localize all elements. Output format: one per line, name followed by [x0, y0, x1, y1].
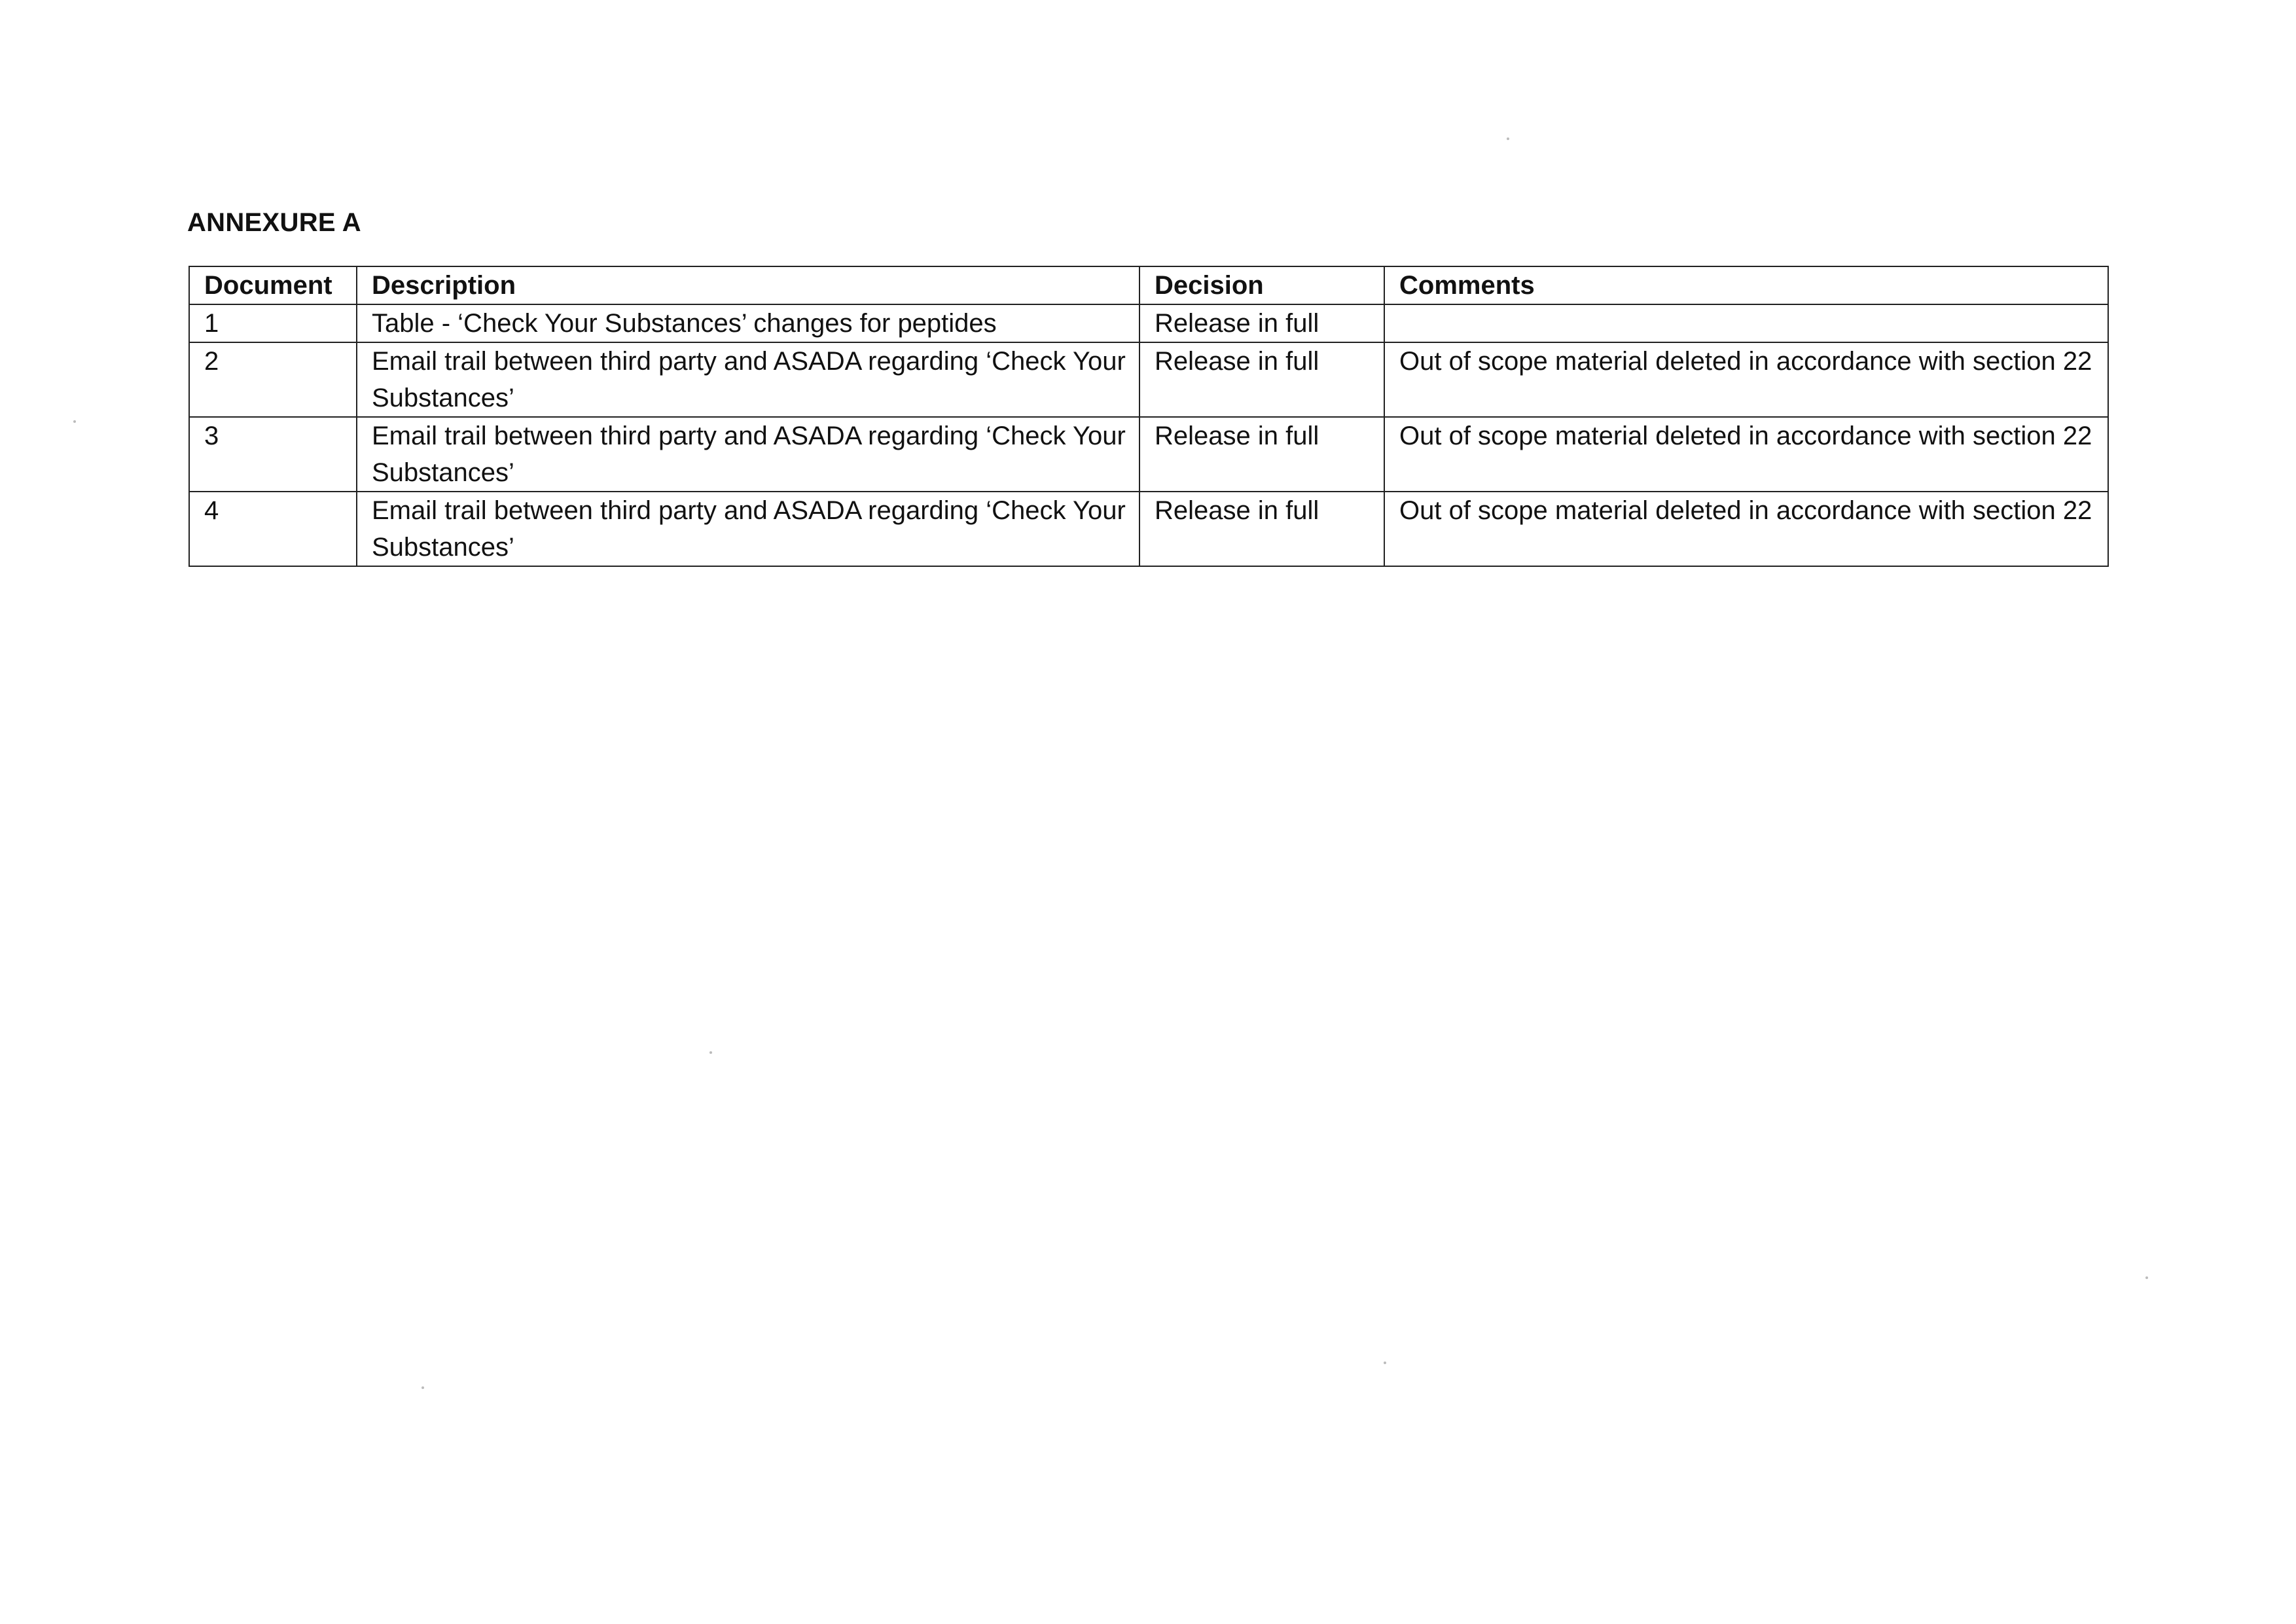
- cell-decision: Release in full: [1139, 304, 1384, 342]
- cell-document: 2: [189, 342, 357, 417]
- cell-document: 3: [189, 417, 357, 492]
- cell-comments: Out of scope material deleted in accordance with section 22: [1384, 492, 2108, 566]
- scan-speck: [422, 1386, 424, 1389]
- cell-description: Email trail between third party and ASADA regarding ‘Check Your Substances’: [357, 417, 1139, 492]
- page-heading: ANNEXURE A: [187, 208, 361, 237]
- table-row: [189, 342, 2108, 417]
- scan-speck: [1384, 1362, 1386, 1364]
- cell-comments: [1384, 304, 2108, 342]
- cell-document: 1: [189, 304, 357, 342]
- cell-decision: Release in full: [1139, 342, 1384, 417]
- column-header-decision: Decision: [1139, 266, 1384, 304]
- cell-decision: Release in full: [1139, 492, 1384, 566]
- cell-comments: Out of scope material deleted in accordance with section 22: [1384, 342, 2108, 417]
- table-row: [189, 417, 2108, 492]
- cell-description: Table - ‘Check Your Substances’ changes for peptides: [357, 304, 1139, 342]
- scan-speck: [709, 1051, 712, 1054]
- scan-speck: [73, 420, 76, 423]
- column-header-comments: Comments: [1384, 266, 2108, 304]
- cell-comments: Out of scope material deleted in accordance with section 22: [1384, 417, 2108, 492]
- table-header-row: [189, 266, 2108, 304]
- table-row: [189, 304, 2108, 342]
- column-header-document: Document: [189, 266, 357, 304]
- annexure-table: [188, 266, 2109, 567]
- cell-decision: Release in full: [1139, 417, 1384, 492]
- table-row: [189, 492, 2108, 566]
- cell-document: 4: [189, 492, 357, 566]
- column-header-description: Description: [357, 266, 1139, 304]
- scan-speck: [1507, 137, 1509, 140]
- cell-description: Email trail between third party and ASADA regarding ‘Check Your Substances’: [357, 492, 1139, 566]
- cell-description: Email trail between third party and ASADA regarding ‘Check Your Substances’: [357, 342, 1139, 417]
- scan-speck: [2145, 1276, 2148, 1279]
